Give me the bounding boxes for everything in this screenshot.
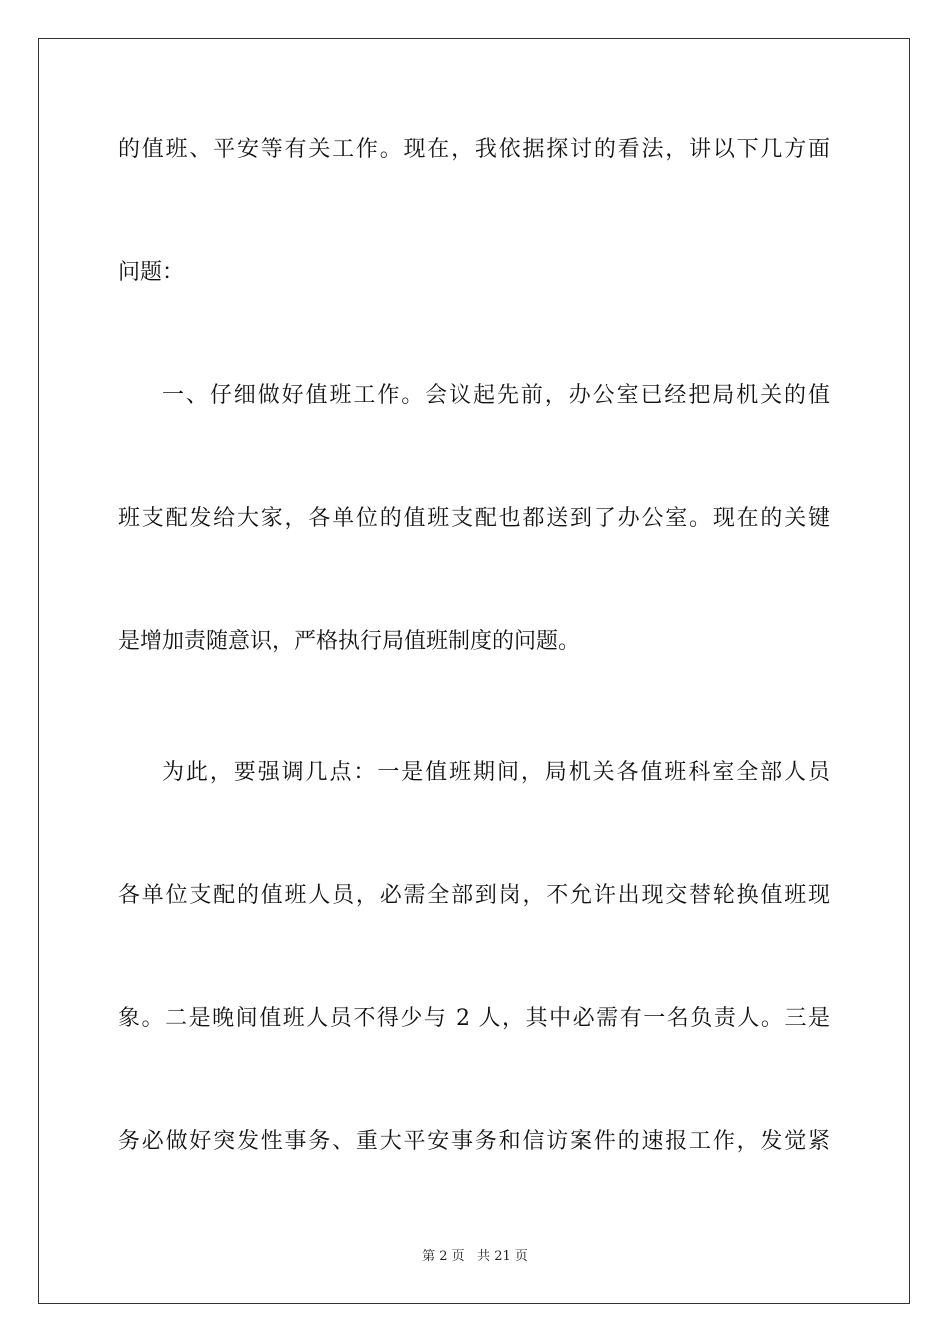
body-line-2: 问题： bbox=[118, 260, 185, 285]
body-line-6: 为此，要强调几点：一是值班期间，局机关各值班科室全部人员 bbox=[162, 760, 830, 785]
page-border bbox=[38, 38, 910, 1304]
body-line-4: 班支配发给大家，各单位的值班支配也都送到了办公室。现在的关键 bbox=[118, 506, 830, 531]
page-number: 第 2 页 bbox=[422, 1249, 465, 1264]
total-pages: 共 21 页 bbox=[477, 1249, 528, 1264]
body-line-3: 一、仔细做好值班工作。会议起先前，办公室已经把局机关的值 bbox=[162, 383, 830, 408]
body-line-5: 是增加责随意识，严格执行局值班制度的问题。 bbox=[118, 629, 581, 654]
body-line-1: 的值班、平安等有关工作。现在，我依据探讨的看法，讲以下几方面 bbox=[118, 137, 830, 162]
body-line-9: 务必做好突发性事务、重大平安事务和信访案件的速报工作，发觉紧 bbox=[118, 1129, 830, 1154]
body-line-8: 象。二是晚间值班人员不得少与 2 人，其中必需有一名负责人。三是 bbox=[118, 1006, 830, 1031]
page-footer bbox=[0, 1248, 950, 1266]
body-line-7: 各单位支配的值班人员，必需全部到岗，不允许出现交替轮换值班现 bbox=[118, 883, 830, 908]
